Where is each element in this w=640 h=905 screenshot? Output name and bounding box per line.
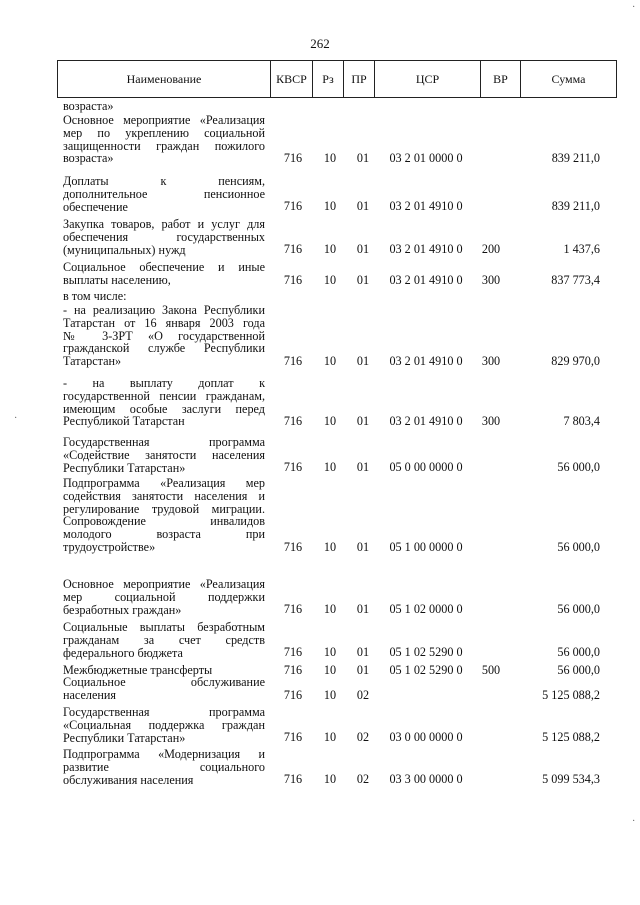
cell-rz: 10 <box>323 199 337 214</box>
table-row <box>0 218 640 256</box>
row-name <box>63 748 265 786</box>
header-sum: Сумма <box>551 72 586 86</box>
table-header <box>57 60 617 98</box>
row-name-line: Республикой Татарстан <box>63 414 185 429</box>
row-name-line: молодого возраста при <box>63 527 265 542</box>
header-vr: ВР <box>481 61 521 97</box>
row-name-line: «Содействие занятости населения <box>63 447 265 462</box>
cell-vr: 500 <box>481 662 501 677</box>
cell-rz: 10 <box>323 687 337 702</box>
cell-kvsr: 716 <box>283 539 303 554</box>
row-name-line: содействия занятости населения и <box>63 488 265 503</box>
row-name-line: выплаты населению, <box>63 272 171 287</box>
row-name <box>63 621 265 659</box>
cell-kvsr: 716 <box>283 414 303 429</box>
cell-kvsr: 716 <box>283 645 303 660</box>
cell-kvsr: 716 <box>283 272 303 287</box>
row-name <box>63 477 265 554</box>
row-name-line: в том числе: <box>63 289 127 303</box>
row-name-line: обслуживания населения <box>63 772 194 787</box>
table-row <box>0 578 640 616</box>
table-row <box>0 477 640 554</box>
row-name-line: государственной пенсии гражданам, <box>63 388 265 403</box>
cell-rz: 10 <box>323 242 337 257</box>
cell-pr: 01 <box>356 354 370 368</box>
cell-rz: 10 <box>323 539 337 554</box>
cell-pr: 02 <box>356 772 370 787</box>
table-row <box>0 436 640 474</box>
cell-sum: 7 803,4 <box>563 414 600 429</box>
row-name-line: Республики Татарстан» <box>63 460 186 475</box>
table-row <box>0 377 640 428</box>
row-name-line: № 3-ЗРТ «О государственной <box>63 328 265 343</box>
row-name-line: мер по укреплению социальной <box>63 125 265 140</box>
row-name-line: Социальные выплаты безработным <box>63 620 265 634</box>
cell-rz: 10 <box>323 272 337 287</box>
row-name <box>63 114 265 165</box>
row-name-line: гражданам за счет средств <box>63 632 265 647</box>
row-name-line: Республики Татарстан» <box>63 730 186 745</box>
row-name <box>63 377 265 428</box>
row-name-line: возраста» <box>63 99 114 113</box>
table-row <box>0 100 640 113</box>
cell-pr: 01 <box>356 539 370 554</box>
row-name <box>63 706 265 744</box>
row-name-line: регулирование трудовой миграции. <box>63 501 265 516</box>
scan-mark: · <box>632 816 636 827</box>
scan-mark: · <box>632 2 636 13</box>
cell-rz: 10 <box>323 460 337 475</box>
table-row <box>0 290 640 303</box>
row-name <box>63 436 265 474</box>
cell-rz: 10 <box>323 645 337 660</box>
scan-mark: · <box>14 413 18 424</box>
cell-sum: 56 000,0 <box>557 602 600 617</box>
cell-pr: 01 <box>356 199 370 214</box>
cell-rz: 10 <box>323 772 337 787</box>
row-name-line: развитие социального <box>63 759 265 774</box>
cell-kvsr: 716 <box>283 602 303 617</box>
table-row <box>0 304 640 368</box>
cell-pr: 01 <box>356 272 370 287</box>
cell-sum: 839 211,0 <box>551 199 600 214</box>
cell-rz: 10 <box>323 662 337 677</box>
cell-pr: 01 <box>356 242 370 257</box>
header-kvsr: КВСР <box>271 61 313 97</box>
cell-kvsr: 716 <box>283 687 303 702</box>
table-row <box>0 748 640 786</box>
table-row <box>0 621 640 659</box>
header-pr: ПР <box>344 61 375 97</box>
page-number: 262 <box>310 36 330 51</box>
cell-sum: 837 773,4 <box>551 272 600 287</box>
cell-sum: 5 099 534,3 <box>542 772 600 787</box>
row-name-line: Основное мероприятие «Реализация <box>63 113 265 127</box>
cell-vr: 300 <box>481 354 501 368</box>
cell-rz: 10 <box>323 151 337 166</box>
table-row <box>0 261 640 287</box>
row-name-line: Татарстан» <box>63 354 122 369</box>
row-name-line: гражданской службе Республики <box>63 341 265 356</box>
row-name-line: Доплаты к пенсиям, <box>63 174 265 188</box>
cell-rz: 10 <box>323 602 337 617</box>
cell-sum: 839 211,0 <box>551 151 600 166</box>
row-name-line: Подпрограмма «Модернизация и <box>63 747 265 761</box>
cell-csr: 05 1 02 5290 0 <box>389 645 463 660</box>
row-name-line: Социальное обеспечение и иные <box>63 260 265 274</box>
cell-kvsr: 716 <box>283 662 303 677</box>
row-name-line: возраста» <box>63 151 114 166</box>
cell-vr: 200 <box>481 242 501 257</box>
cell-sum: 56 000,0 <box>557 539 600 554</box>
row-name <box>63 578 265 616</box>
row-name-line: Социальное обслуживание <box>63 675 265 689</box>
cell-pr: 01 <box>356 460 370 475</box>
row-name-line: - на реализацию Закона Республики <box>63 303 265 317</box>
cell-csr: 05 1 02 0000 0 <box>389 602 463 617</box>
row-name <box>63 100 265 113</box>
cell-vr: 300 <box>481 272 501 287</box>
row-name-line: Сопровождение инвалидов <box>63 514 265 529</box>
cell-pr: 01 <box>356 414 370 429</box>
row-name-line: защищенности граждан пожилого <box>63 138 265 153</box>
row-name-line: трудоустройстве» <box>63 539 156 554</box>
cell-csr: 03 2 01 4910 0 <box>389 199 463 214</box>
cell-csr: 03 2 01 0000 0 <box>389 151 463 166</box>
row-name-line: населения <box>63 687 117 702</box>
cell-kvsr: 716 <box>283 199 303 214</box>
cell-rz: 10 <box>323 730 337 745</box>
cell-csr: 03 3 00 0000 0 <box>389 772 463 787</box>
cell-kvsr: 716 <box>283 460 303 475</box>
cell-kvsr: 716 <box>283 730 303 745</box>
cell-sum: 5 125 088,2 <box>542 687 600 702</box>
row-name-line: Межбюджетные трансферты <box>63 663 213 677</box>
cell-sum: 5 125 088,2 <box>542 730 600 745</box>
cell-pr: 01 <box>356 645 370 660</box>
row-name-line: Татарстан от 16 января 2003 года <box>63 315 265 330</box>
cell-rz: 10 <box>323 414 337 429</box>
cell-sum: 1 437,6 <box>563 242 600 257</box>
table-row <box>0 706 640 744</box>
row-name-line: мер социальной поддержки <box>63 589 265 604</box>
header-csr: ЦСР <box>375 61 481 97</box>
cell-sum: 56 000,0 <box>557 662 600 677</box>
row-name-line: «Социальная поддержка граждан <box>63 717 265 732</box>
table-row <box>0 114 640 165</box>
cell-csr: 05 0 00 0000 0 <box>389 460 463 475</box>
cell-csr: 03 2 01 4910 0 <box>389 242 463 257</box>
cell-vr: 300 <box>481 414 501 429</box>
cell-kvsr: 716 <box>283 151 303 166</box>
cell-kvsr: 716 <box>283 772 303 787</box>
cell-csr: 05 1 02 5290 0 <box>389 662 463 677</box>
row-name-line: Основное мероприятие «Реализация <box>63 577 265 591</box>
cell-pr: 01 <box>356 151 370 166</box>
row-name <box>63 261 265 287</box>
header-name: Наименование <box>58 61 271 97</box>
cell-rz: 10 <box>323 354 337 368</box>
cell-csr: 03 2 01 4910 0 <box>389 414 463 429</box>
row-name-line: обеспечения государственных <box>63 229 265 244</box>
row-name-line: обеспечение <box>63 199 128 214</box>
header-rz: Рз <box>313 61 344 97</box>
row-name-line: дополнительное пенсионное <box>63 186 265 201</box>
row-name-line: - на выплату доплат к <box>63 376 265 390</box>
cell-csr: 03 2 01 4910 0 <box>389 354 463 368</box>
row-name-line: имеющим особые заслуги перед <box>63 401 265 416</box>
table-row <box>0 676 640 702</box>
cell-pr: 02 <box>356 687 370 702</box>
cell-kvsr: 716 <box>283 354 303 368</box>
row-name-line: Государственная программа <box>63 705 265 719</box>
cell-csr: 03 2 01 4910 0 <box>389 272 463 287</box>
row-name-line: Государственная программа <box>63 435 265 449</box>
row-name-line: (муниципальных) нужд <box>63 242 186 257</box>
cell-pr: 02 <box>356 730 370 745</box>
cell-csr: 03 0 00 0000 0 <box>389 730 463 745</box>
table-row <box>0 175 640 213</box>
cell-csr: 05 1 00 0000 0 <box>389 539 463 554</box>
row-name-line: федерального бюджета <box>63 645 183 660</box>
cell-sum: 56 000,0 <box>557 460 600 475</box>
cell-pr: 01 <box>356 662 370 677</box>
cell-sum: 56 000,0 <box>557 645 600 660</box>
cell-sum: 829 970,0 <box>551 354 600 368</box>
row-name-line: безработных граждан» <box>63 602 182 617</box>
row-name <box>63 304 265 368</box>
row-name <box>63 676 265 702</box>
cell-kvsr: 716 <box>283 242 303 257</box>
row-name <box>63 175 265 213</box>
row-name-line: Подпрограмма «Реализация мер <box>63 476 265 490</box>
row-name <box>63 218 265 256</box>
row-name <box>63 290 265 303</box>
row-name-line: Закупка товаров, работ и услуг для <box>63 217 265 231</box>
cell-pr: 01 <box>356 602 370 617</box>
